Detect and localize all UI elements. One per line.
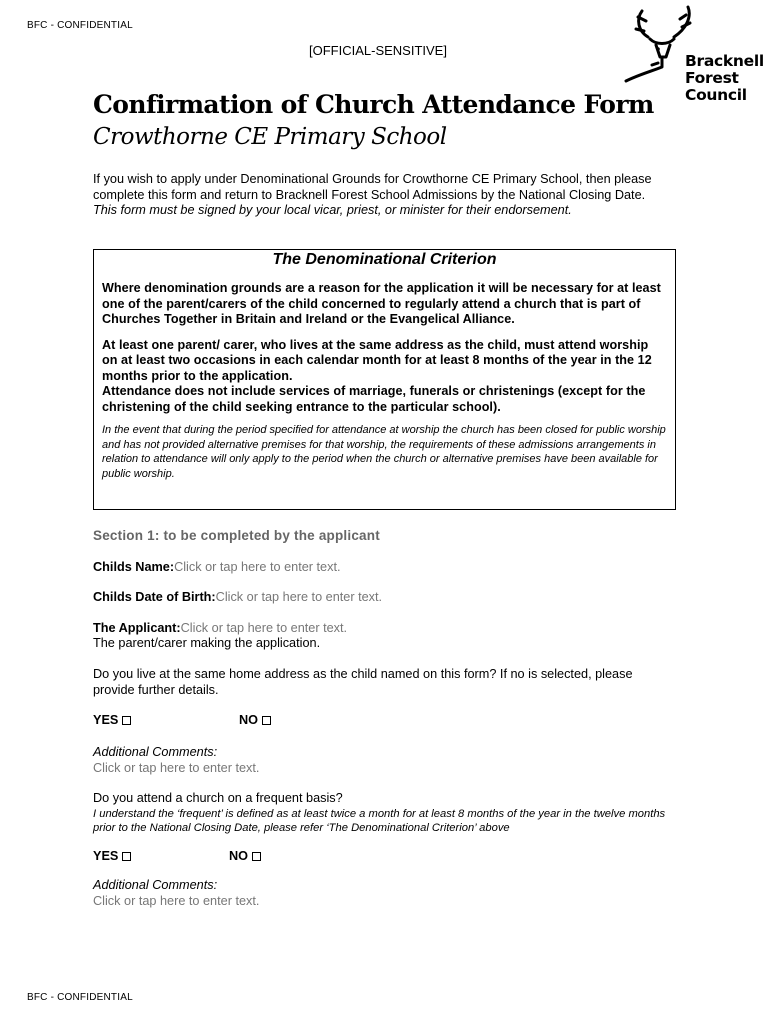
intro-signed-note: This form must be signed by your local vicar, priest, or minister for their endorsement. (93, 203, 572, 217)
applicant-label: The Applicant: (93, 621, 181, 635)
q1-no-option (239, 713, 271, 727)
q2-no-label: NO (229, 849, 249, 863)
applicant-field[interactable]: Click or tap here to enter text. (180, 621, 348, 635)
criterion-title: The Denominational Criterion (272, 251, 497, 268)
q2-yes-option (93, 849, 131, 863)
official-sensitive-marking: [OFFICIAL-SENSITIVE] (309, 43, 447, 58)
criterion-note: In the event that during the period specified for attendance at worship the church has been closed for public worship and has not provided alternative premises for that worship, the requirements of these admissions arrangements in relation to attendance will only apply to the period when the church or alternative premises have been available for public worship. (102, 424, 666, 480)
childs-dob-label: Childs Date of Birth: (93, 590, 216, 604)
childs-dob-field[interactable]: Click or tap here to enter text. (215, 590, 383, 604)
logo-line-bracknell: Bracknell (685, 52, 764, 70)
q2-no-option (229, 849, 261, 863)
q1-no-label: NO (239, 713, 259, 727)
childs-name-label: Childs Name: (93, 560, 175, 574)
criterion-para-1: Where denomination grounds are a reason for the application it will be necessary for at least one of the parent/carers of the child concerned to regularly attend a church that is part of Churches Together in Britain and Ireland or the Evangelical Alliance. (102, 281, 661, 326)
criterion-para-2: At least one parent/ carer, who lives at the same address as the child, must attend worship on at least two occasions in each calendar month for at least 8 months of the year in the 12 months prior to the application. (102, 337, 652, 383)
section-1-heading: Section 1: to be completed by the applicant (93, 528, 380, 543)
q1-additional-comments-field[interactable]: Click or tap here to enter text. (93, 761, 260, 775)
childs-name-field[interactable]: Click or tap here to enter text. (174, 560, 341, 574)
q1-yes-checkbox[interactable] (122, 716, 131, 725)
stag-head-icon (622, 5, 692, 87)
denominational-criterion-box (93, 249, 676, 510)
q1-additional-comments-label: Additional Comments: (93, 745, 218, 759)
q2-additional-comments-field[interactable]: Click or tap here to enter text. (93, 894, 260, 908)
childs-name-row (93, 560, 341, 575)
frequent-definition-note: I understand the ‘frequent’ is defined as at least twice a month for at least 8 months of the year in the twelve months prior to the National Closing Date, please refer ‘The Denominational Criterion’ above (93, 808, 666, 834)
q2-yes-label: YES (93, 849, 119, 863)
applicant-row (93, 621, 347, 636)
confidential-footer: BFC - CONFIDENTIAL (27, 992, 133, 1003)
q2-additional-comments-label: Additional Comments: (93, 878, 218, 892)
logo-line-forest: Forest (685, 69, 739, 87)
logo-line-council: Council (685, 86, 747, 104)
intro-block (93, 172, 683, 219)
page-title: Confirmation of Church Attendance Form (93, 90, 654, 119)
question-same-address: Do you live at the same home address as the child named on this form? If no is selected, please provide further details. (93, 667, 633, 697)
q1-yes-label: YES (93, 713, 119, 727)
childs-dob-row (93, 590, 382, 605)
page-subtitle: Crowthorne CE Primary School (93, 124, 447, 150)
confidential-header: BFC - CONFIDENTIAL (27, 20, 133, 31)
q2-no-checkbox[interactable] (252, 852, 261, 861)
applicant-note: The parent/carer making the application. (93, 636, 321, 650)
q2-yes-checkbox[interactable] (122, 852, 131, 861)
criterion-para-3: Attendance does not include services of marriage, funerals or christenings (except for the christening of the child seeking entrance to the particular school). (102, 384, 646, 414)
q1-no-checkbox[interactable] (262, 716, 271, 725)
intro-text: If you wish to apply under Denominational Grounds for Crowthorne CE Primary School, then please complete this form and return to Bracknell Forest School Admissions by the National Closing Date. (93, 172, 652, 202)
question-frequent-attendance: Do you attend a church on a frequent basis? (93, 791, 343, 805)
q1-yes-option (93, 713, 131, 727)
